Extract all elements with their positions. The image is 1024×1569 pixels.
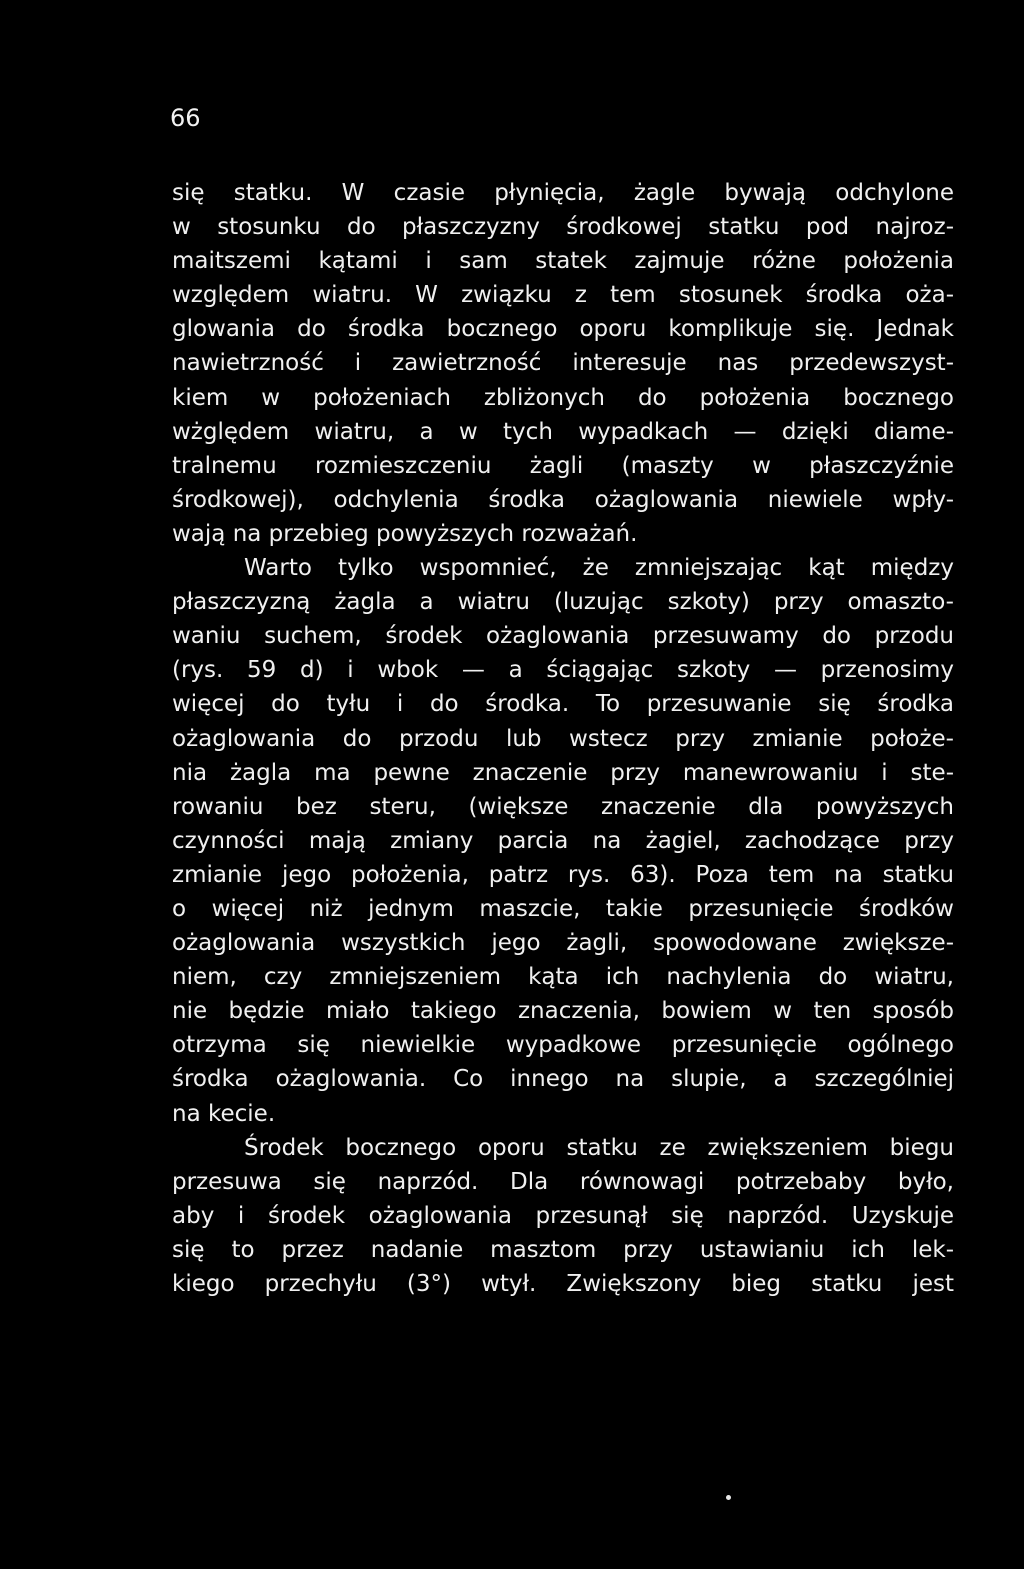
- text-line: ożaglowania do przodu lub wstecz przy zmianie położe-: [172, 725, 954, 752]
- text-line: wżględem wiatru, a w tych wypadkach — dzięki diame-: [172, 418, 954, 445]
- text-line: (rys. 59 d) i wbok — a ściągając szkoty — przenosimy: [172, 657, 954, 684]
- text-line: o więcej niż jednym maszcie, takie przesunięcie środków: [172, 895, 954, 922]
- text-line: środka ożaglowania. Co innego na slupie, a szczególniej: [172, 1066, 954, 1093]
- text-line: kiem w położeniach zbliżonych do położenia bocznego: [172, 384, 954, 411]
- text-line: rowaniu bez steru, (większe znaczenie dla powyższych: [172, 793, 954, 820]
- scan-speck: [726, 1495, 731, 1500]
- text-line: kiego przechyłu (3°) wtył. Zwiększony bieg statku jest: [172, 1271, 954, 1297]
- text-line: nie będzie miało takiego znaczenia, bowiem w ten sposób: [172, 998, 954, 1025]
- text-line: niem, czy zmniejszeniem kąta ich nachylenia do wiatru,: [172, 964, 954, 991]
- paragraph-last-line: wają na przebieg powyższych rozważań.: [172, 520, 638, 547]
- text-line: nia żagla ma pewne znaczenie przy manewrowaniu i ste-: [172, 759, 954, 786]
- text-line: ożaglowania wszystkich jego żagli, spowodowane zwiększe-: [172, 930, 954, 957]
- text-line: maitszemi kątami i sam statek zajmuje różne położenia: [172, 248, 954, 275]
- text-line: czynności mają zmiany parcia na żagiel, zachodzące przy: [172, 827, 954, 854]
- paragraph-first-line: Warto tylko wspomnieć, że zmniejszając kąt między: [244, 555, 954, 582]
- body-text: [172, 176, 954, 1301]
- text-line: aby i środek ożaglowania przesunął się naprzód. Uzyskuje: [172, 1202, 954, 1229]
- text-line: więcej do tyłu i do środka. To przesuwanie się środka: [172, 691, 954, 718]
- text-line: w stosunku do płaszczyzny środkowej statku pod najroz-: [172, 214, 954, 241]
- text-line: względem wiatru. W związku z tem stosunek środka oża-: [172, 282, 954, 309]
- text-line: przesuwa się naprzód. Dla równowagi potrzebaby było,: [172, 1168, 954, 1195]
- text-line: glowania do środka bocznego oporu komplikuje się. Jednak: [172, 316, 954, 343]
- text-line: się to przez nadanie masztom przy ustawianiu ich lek-: [172, 1236, 954, 1263]
- paragraph-last-line: na kecie.: [172, 1100, 276, 1127]
- text-line: się statku. W czasie płynięcia, żagle bywają odchylone: [172, 180, 954, 206]
- text-line: waniu suchem, środek ożaglowania przesuwamy do przodu: [172, 623, 954, 650]
- text-line: zmianie jego położenia, patrz rys. 63). Poza tem na statku: [172, 861, 954, 888]
- text-line: środkowej), odchylenia środka ożaglowania niewiele wpły-: [172, 486, 954, 513]
- text-line: otrzyma się niewielkie wypadkowe przesunięcie ogólnego: [172, 1032, 954, 1059]
- page-number: 66: [170, 104, 201, 132]
- text-line: tralnemu rozmieszczeniu żagli (maszty w płaszczyźnie: [172, 452, 954, 479]
- text-line: nawietrzność i zawietrzność interesuje nas przedewszyst-: [172, 350, 954, 377]
- text-line: płaszczyzną żagla a wiatru (luzując szkoty) przy omaszto-: [172, 589, 954, 616]
- paragraph-first-line: Środek bocznego oporu statku ze zwiększeniem biegu: [244, 1134, 954, 1161]
